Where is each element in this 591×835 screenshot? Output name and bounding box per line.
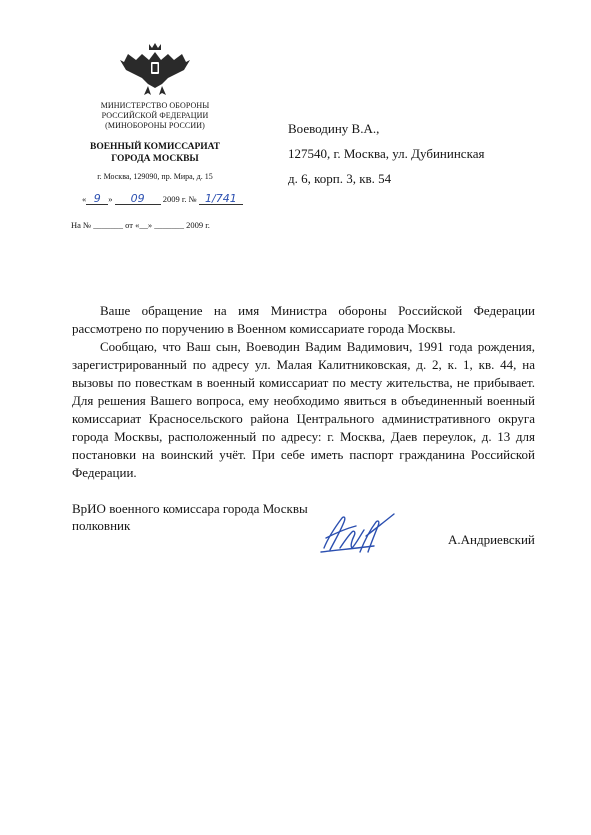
- outgoing-day: 9: [86, 193, 108, 205]
- letter-body: [72, 302, 535, 482]
- ministry-name: [72, 101, 238, 131]
- ministry-line: МИНИСТЕРСТВО ОБОРОНЫ: [100, 101, 210, 110]
- office-line: ГОРОДА МОСКВЫ: [111, 154, 199, 164]
- ministry-line: РОССИЙСКОЙ ФЕДЕРАЦИИ: [101, 111, 209, 120]
- office-line: ВОЕННЫЙ КОМИССАРИАТ: [90, 142, 220, 152]
- outgoing-date-line: [82, 193, 243, 205]
- signer-rank: полковник: [72, 518, 131, 533]
- recipient-name: Воеводину В.А.,: [288, 121, 380, 136]
- outgoing-number: 1/741: [199, 193, 243, 205]
- ministry-line: (МИНОБОРОНЫ РОССИИ): [105, 121, 205, 130]
- recipient-block: [288, 116, 484, 191]
- reference-line: На № _______ от «__» _______ 2009 г.: [71, 220, 210, 230]
- signature-icon: [318, 508, 400, 558]
- quote-close: »: [108, 194, 113, 204]
- office-name: [72, 141, 238, 165]
- signer-position: [72, 500, 308, 534]
- body-paragraph: Ваше обращение на имя Министра обороны Российской Федерации рассмотрено по поручению в Военном комиссариате города Москвы.: [72, 303, 535, 336]
- office-address: г. Москва, 129090, пр. Мира, д. 15: [97, 172, 213, 181]
- outgoing-year: 2009 г. №: [162, 194, 197, 204]
- outgoing-month: 09: [115, 193, 161, 205]
- recipient-address: д. 6, корп. 3, кв. 54: [288, 171, 392, 186]
- quote-open: «: [82, 194, 87, 204]
- signer-title: ВрИО военного комиссара города Москвы: [72, 501, 308, 516]
- recipient-address: 127540, г. Москва, ул. Дубининская: [288, 146, 485, 161]
- signer-name: А.Андриевский: [448, 532, 535, 547]
- emblem-icon: [118, 40, 192, 96]
- body-paragraph: Сообщаю, что Ваш сын, Воеводин Вадим Вадимович, 1991 года рождения, зарегистрированный по адресу ул. Малая Калитниковская, д. 2, к. 1, кв. 44, на вызовы по повесткам в военный комиссариат по месту жительства, не прибывает. Для решения Вашего вопроса, ему необходимо явиться в объединенный военный комиссариат Красносельского района Центрального административного округа города Москвы, расположенный по адресу: г. Москва, Даев переулок, д. 13 для постановки на воинский учёт. При себе иметь паспорт гражданина Российской Федерации.: [72, 339, 535, 480]
